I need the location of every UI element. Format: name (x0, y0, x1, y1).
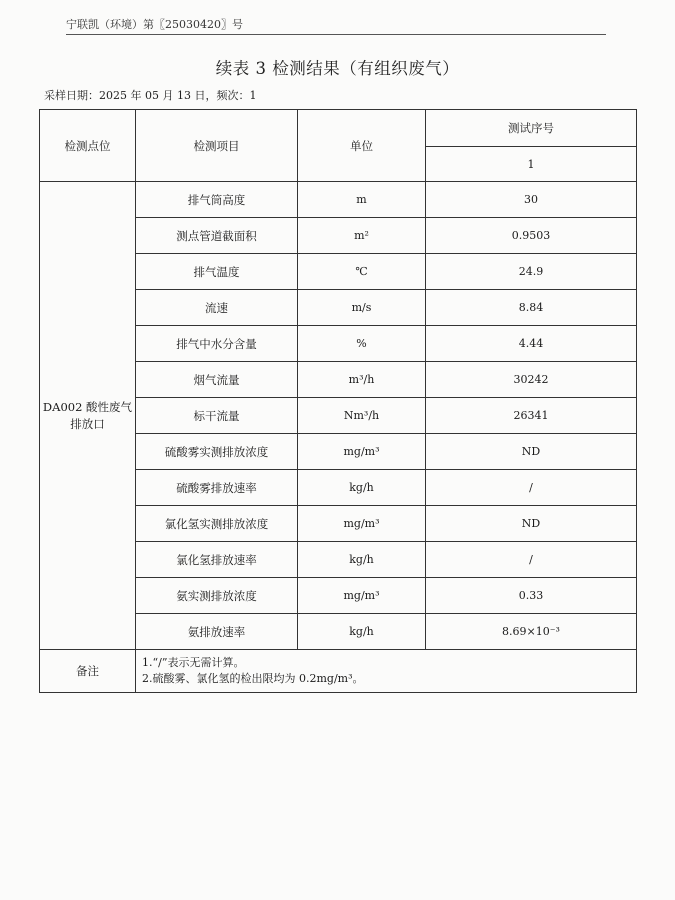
row-value: 0.9503 (426, 218, 637, 254)
row-value: / (426, 542, 637, 578)
notes-content (136, 650, 637, 693)
site-cell: DA002 酸性废气排放口 (40, 182, 136, 650)
row-unit: ℃ (298, 254, 426, 290)
row-unit: kg/h (298, 542, 426, 578)
row-unit: m/s (298, 290, 426, 326)
row-item: 流速 (136, 290, 298, 326)
header-unit: 单位 (298, 110, 426, 182)
row-value: ND (426, 434, 637, 470)
note-line: 2.硫酸雾、氯化氢的检出限均为 0.2mg/m³。 (142, 672, 364, 685)
row-value: 8.84 (426, 290, 637, 326)
header-item: 检测项目 (136, 110, 298, 182)
row-unit: mg/m³ (298, 506, 426, 542)
header-seq-no: 1 (426, 147, 637, 182)
row-item: 烟气流量 (136, 362, 298, 398)
row-item: 测点管道截面积 (136, 218, 298, 254)
notes-label: 备注 (40, 650, 136, 693)
note-line: 1.“/”表示无需计算。 (142, 656, 245, 669)
row-unit: m² (298, 218, 426, 254)
row-item: 硫酸雾实测排放浓度 (136, 434, 298, 470)
row-unit: kg/h (298, 614, 426, 650)
row-value: / (426, 470, 637, 506)
row-unit: % (298, 326, 426, 362)
row-item: 标干流量 (136, 398, 298, 434)
row-value: 4.44 (426, 326, 637, 362)
row-unit: m (298, 182, 426, 218)
row-value: 30 (426, 182, 637, 218)
report-reference: 宁联凯（环境）第〖25030420〗号 (66, 18, 243, 31)
header-site: 检测点位 (40, 110, 136, 182)
row-value: 26341 (426, 398, 637, 434)
page-title: 续表 3 检测结果（有组织废气） (215, 59, 460, 78)
row-item: 氨实测排放浓度 (136, 578, 298, 614)
row-value: ND (426, 506, 637, 542)
row-value: 0.33 (426, 578, 637, 614)
row-item: 排气中水分含量 (136, 326, 298, 362)
row-unit: m³/h (298, 362, 426, 398)
table-row (40, 182, 637, 218)
notes-row (40, 650, 637, 693)
row-value: 30242 (426, 362, 637, 398)
row-item: 氨排放速率 (136, 614, 298, 650)
row-item: 氯化氢实测排放浓度 (136, 506, 298, 542)
sampling-info: 采样日期：2025 年 05 月 13 日，频次：1 (44, 89, 257, 102)
header-test-seq: 测试序号 (426, 110, 637, 147)
row-item: 氯化氢排放速率 (136, 542, 298, 578)
row-unit: kg/h (298, 470, 426, 506)
row-unit: mg/m³ (298, 434, 426, 470)
row-value: 8.69×10⁻³ (426, 614, 637, 650)
header-divider (66, 34, 606, 35)
row-value: 24.9 (426, 254, 637, 290)
row-unit: Nm³/h (298, 398, 426, 434)
results-table (39, 109, 637, 693)
row-item: 硫酸雾排放速率 (136, 470, 298, 506)
row-unit: mg/m³ (298, 578, 426, 614)
row-item: 排气筒高度 (136, 182, 298, 218)
row-item: 排气温度 (136, 254, 298, 290)
